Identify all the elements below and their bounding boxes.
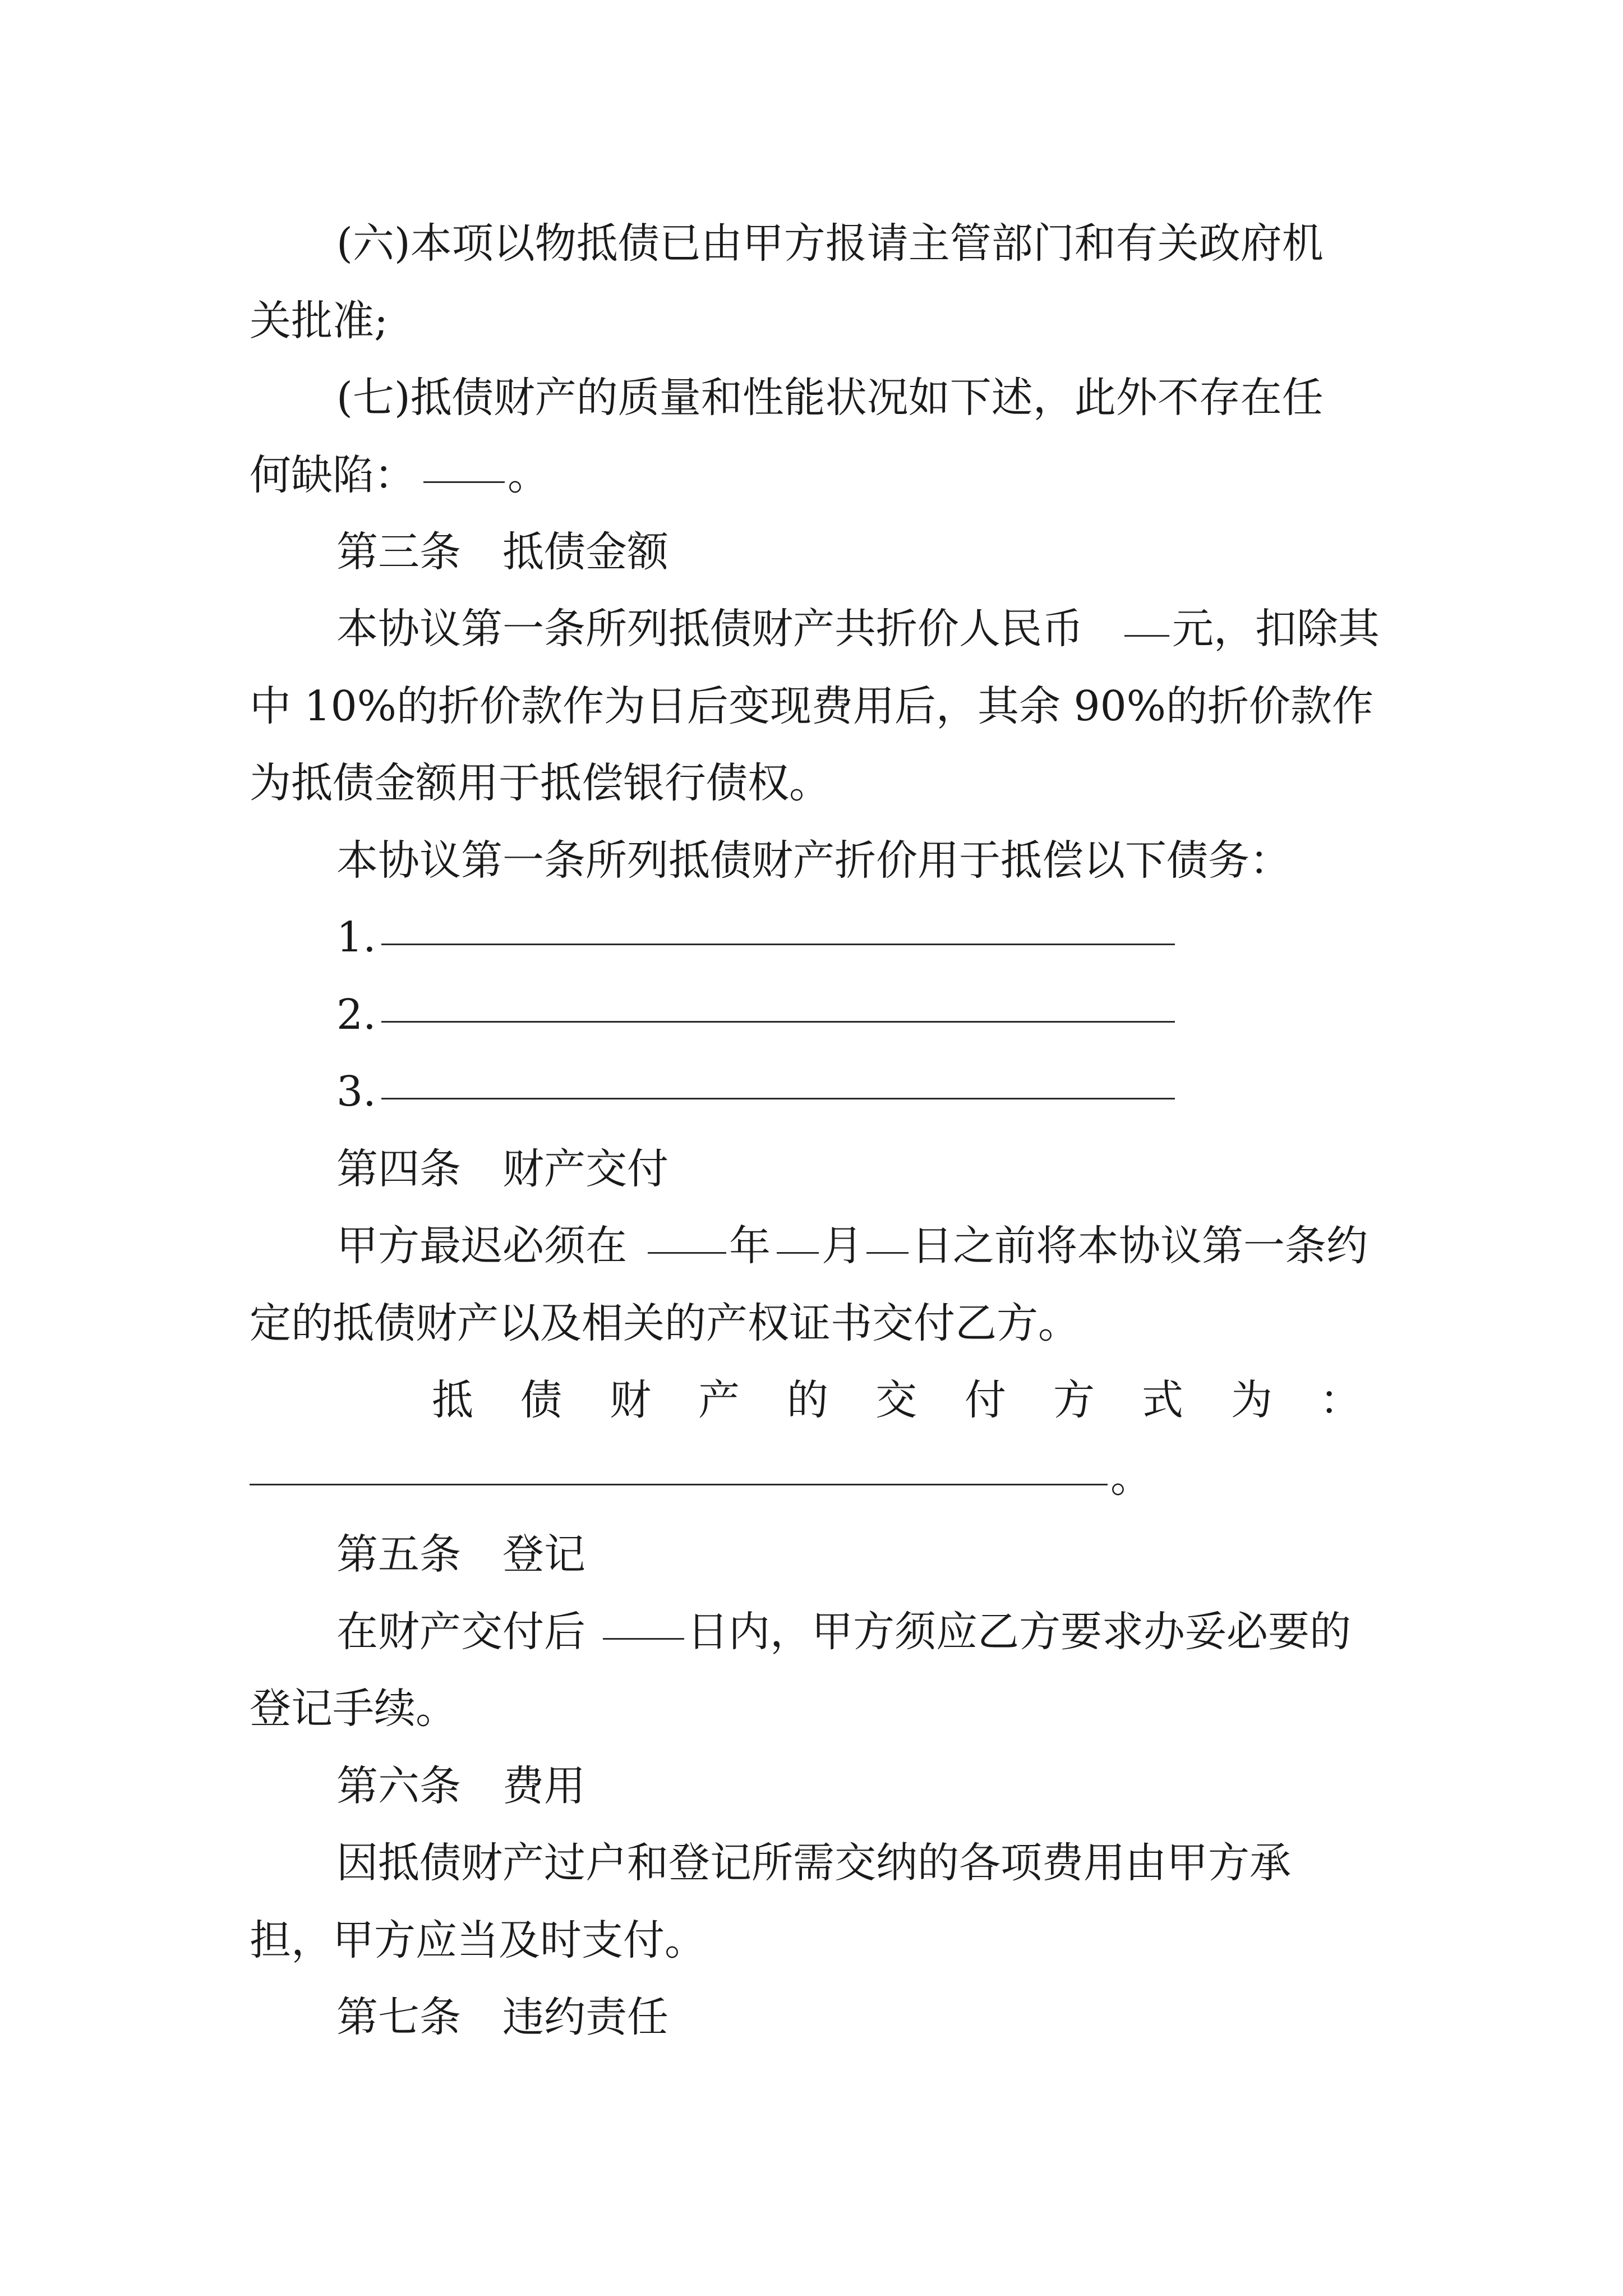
delivery-method-line: 抵 债 财 产 的 交 付 方 式 为 ： <box>432 1376 1361 1424</box>
delivery-method-blank <box>250 1439 1108 1485</box>
article-4-paragraph-1-line-2: 定的抵债财产以及相关的产权证书交付乙方。 <box>250 1299 1080 1347</box>
defects-blank <box>423 437 505 483</box>
article-5-paragraph-1-line-2: 登记手续。 <box>250 1685 457 1733</box>
article-6-heading: 第六条 费用 <box>336 1762 585 1810</box>
debt-item-3-blank <box>381 1053 1175 1099</box>
article-3-heading: 第三条 抵债金额 <box>336 528 668 576</box>
article-4-paragraph-1-line-1: 甲方最迟必须在 年 月 日之前将本协议第一条约 <box>0 1208 1623 1284</box>
article-7-heading: 第七条 违约责任 <box>336 1993 668 2041</box>
clause-6-line-1: (六)本项以物抵债已由甲方报请主管部门和有关政府机 <box>336 219 1324 268</box>
month-blank <box>777 1208 819 1254</box>
article-6-paragraph-1-line-2: 担，甲方应当及时支付。 <box>250 1916 706 1964</box>
debt-item-3: 3. <box>0 1053 1623 1130</box>
article-3-paragraph-2: 本协议第一条所列抵债财产折价用于抵偿以下债务： <box>336 836 1291 885</box>
day-blank <box>866 1208 909 1254</box>
days-blank <box>603 1594 684 1640</box>
clause-7-line-1: (七)抵债财产的质量和性能状况如下述，此外不存在任 <box>336 374 1324 422</box>
clause-7-line-2: 何缺陷： 。 <box>0 437 1623 513</box>
article-5-heading: 第五条 登记 <box>336 1530 585 1579</box>
clause-6-line-2: 关批准; <box>250 297 388 345</box>
debt-item-1-blank <box>381 899 1175 945</box>
amount-blank <box>1124 591 1169 637</box>
article-4-heading: 第四条 财产交付 <box>336 1145 668 1193</box>
debt-item-2: 2. <box>0 977 1623 1053</box>
year-blank <box>648 1208 726 1254</box>
article-6-paragraph-1-line-1: 因抵债财产过户和登记所需交纳的各项费用由甲方承 <box>336 1839 1291 1887</box>
delivery-method-blank-line: 。 <box>0 1439 1623 1516</box>
debt-item-1: 1. <box>0 899 1623 976</box>
article-5-paragraph-1-line-1: 在财产交付后 日内，甲方须应乙方要求办妥必要的 <box>0 1594 1623 1670</box>
article-3-paragraph-1-line-3: 为抵债金额用于抵偿银行债权。 <box>250 759 831 807</box>
article-3-paragraph-1-line-1: 本协议第一条所列抵债财产共折价人民币 元，扣除其 <box>0 591 1623 667</box>
article-3-paragraph-1-line-2: 中 10%的折价款作为日后变现费用后，其余 90%的折价款作 <box>250 682 1373 730</box>
debt-item-2-blank <box>381 977 1175 1023</box>
